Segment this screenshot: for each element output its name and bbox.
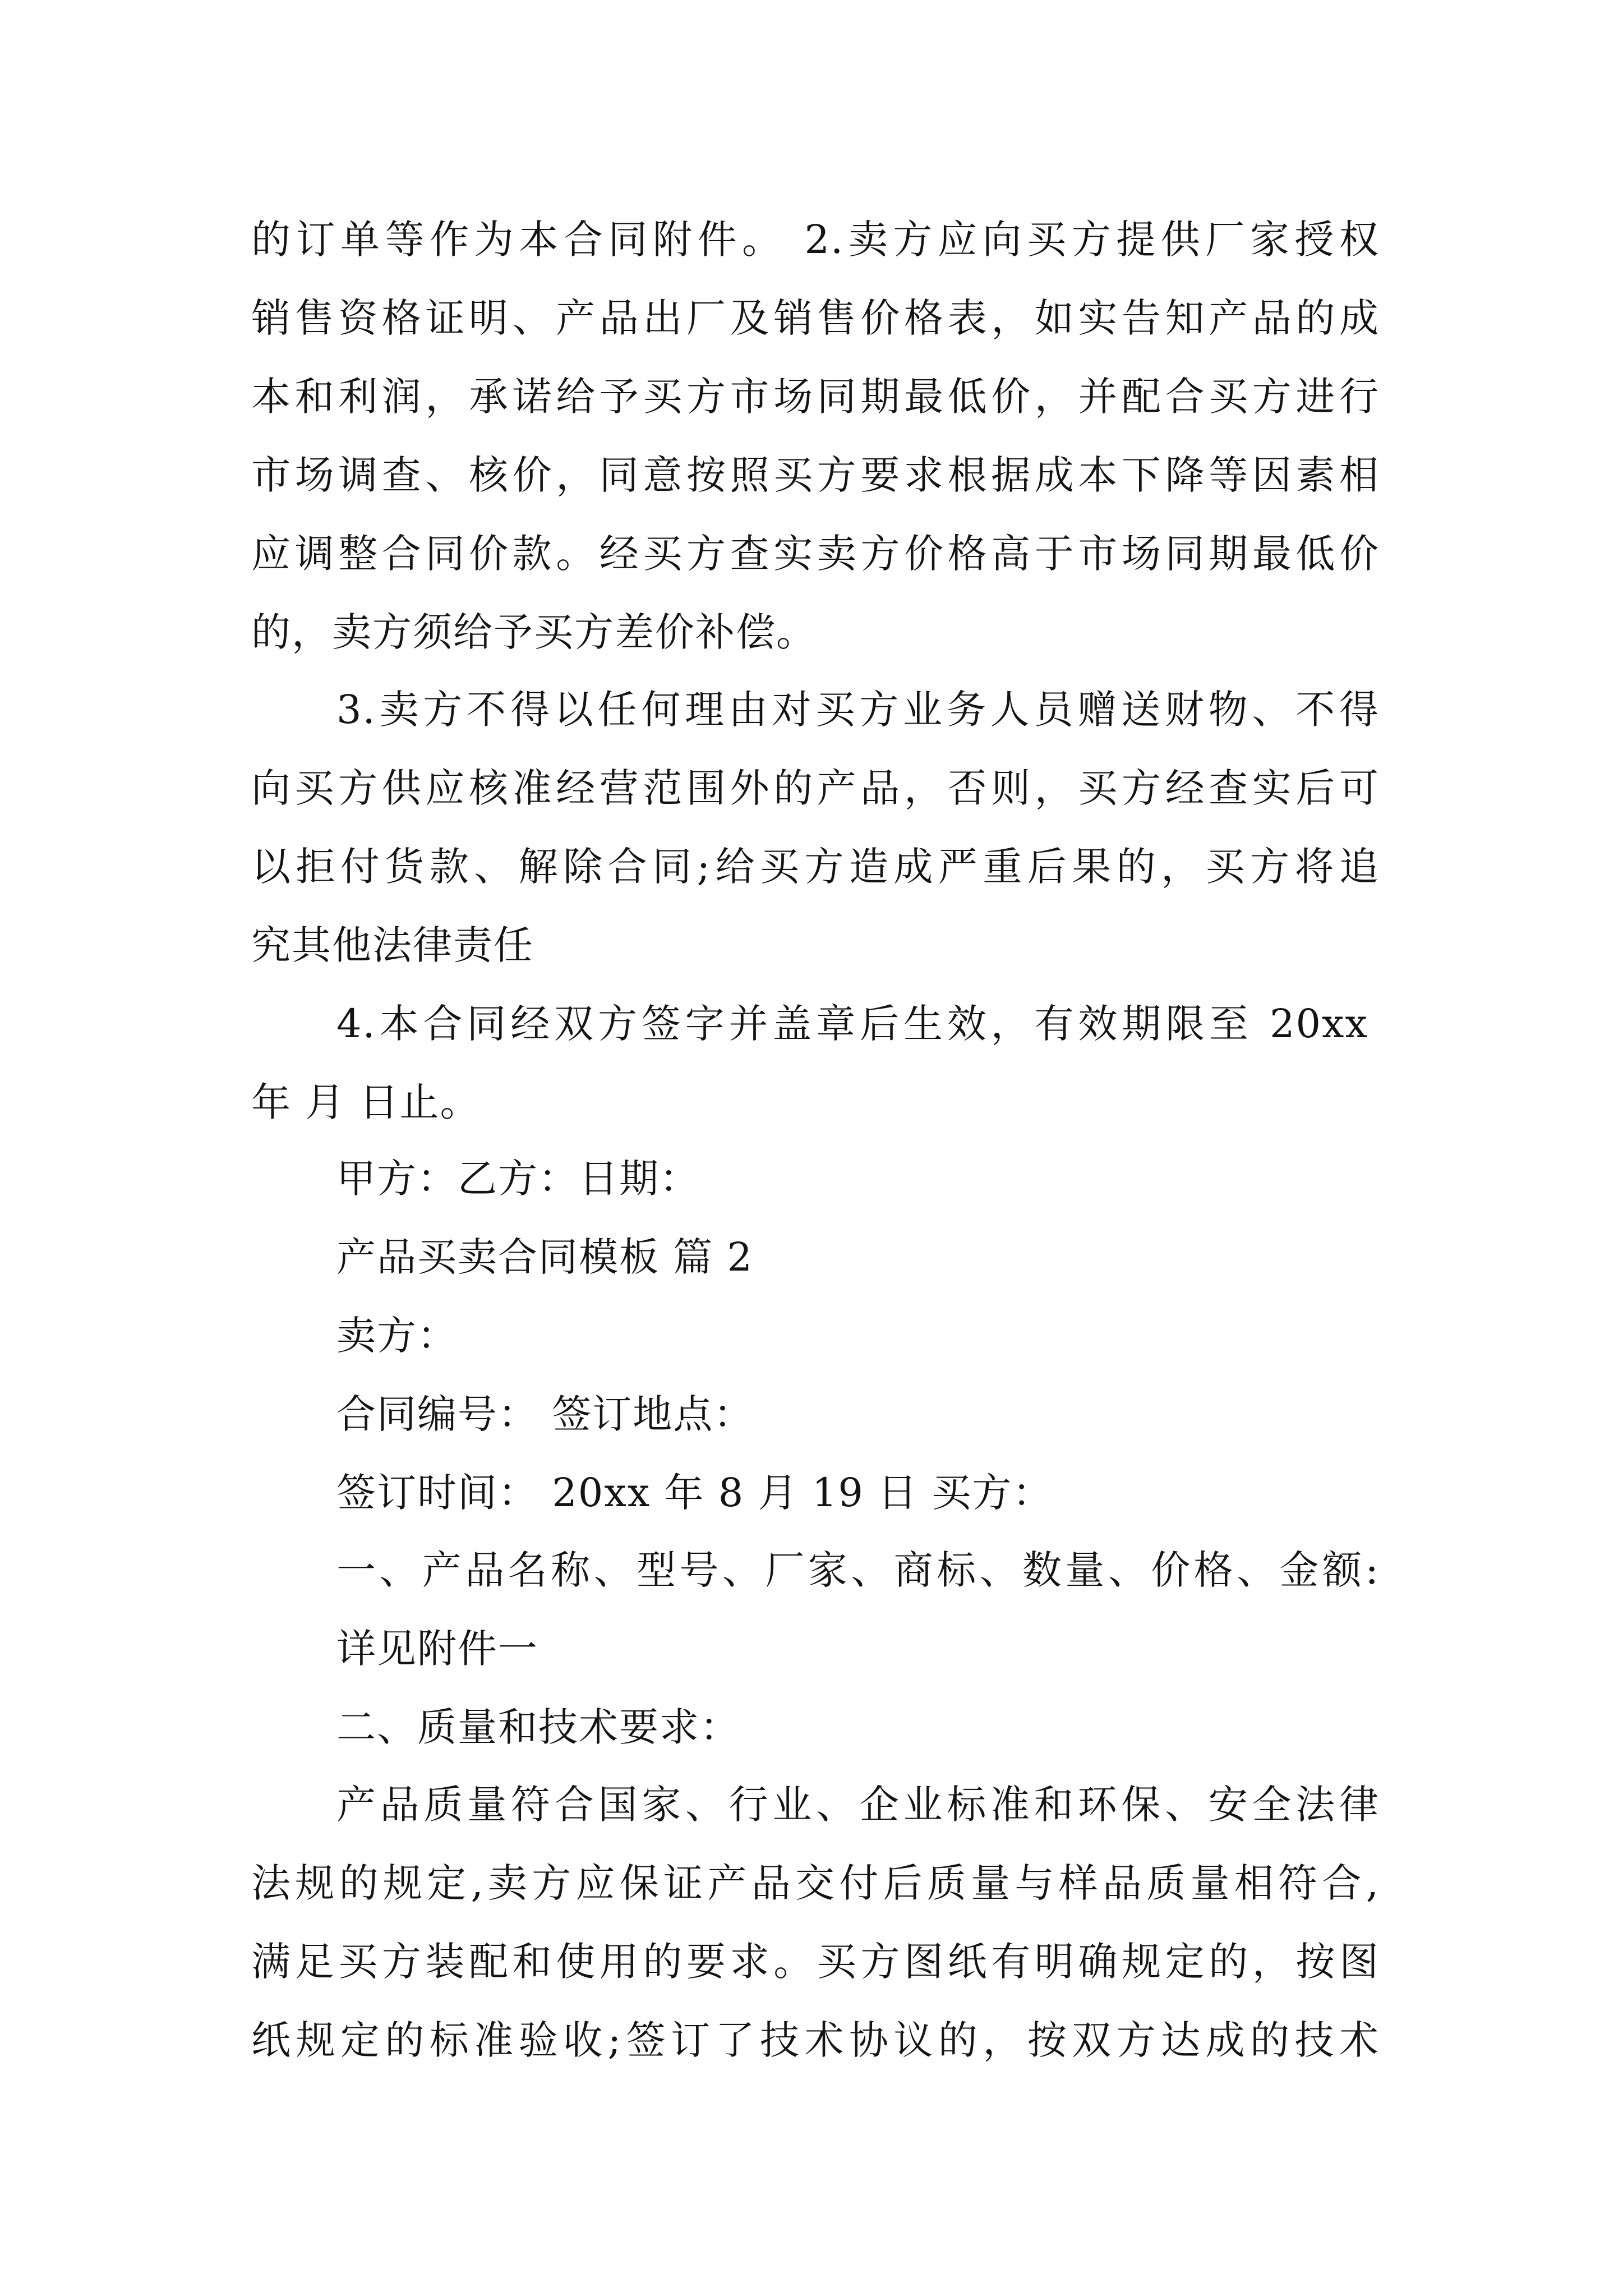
- body-line: 年 月 日止。: [251, 1079, 481, 1125]
- clause-heading-1: 一、产品名称、型号、厂家、商标、数量、价格、金额:: [336, 1547, 1380, 1593]
- signature-line: 甲方：乙方：日期：: [336, 1156, 700, 1202]
- body-line: 法规的规定,卖方应保证产品交付后质量与样品质量相符合,: [251, 1860, 1380, 1906]
- body-line: 满足买方装配和使用的要求。买方图纸有明确规定的，按图: [251, 1939, 1380, 1985]
- body-line: 销售资格证明、产品出厂及销售价格表，如实告知产品的成: [251, 295, 1380, 341]
- paragraph-start-line: 产品质量符合国家、行业、企业标准和环保、安全法律: [336, 1782, 1380, 1828]
- body-line: 究其他法律责任: [251, 922, 534, 968]
- body-line: 的订单等作为本合同附件。 2.卖方应向买方提供厂家授权: [251, 217, 1380, 263]
- clause-heading-2: 二、质量和技术要求：: [336, 1704, 740, 1750]
- body-line: 向买方供应核准经营范围外的产品，否则，买方经查实后可: [251, 765, 1380, 811]
- body-line: 市场调查、核价，同意按照买方要求根据成本下降等因素相: [251, 452, 1380, 498]
- body-line: 本和利润，承诺给予买方市场同期最低价，并配合买方进行: [251, 374, 1380, 420]
- section-heading: 产品买卖合同模板 篇 2: [336, 1234, 754, 1280]
- body-line: 纸规定的标准验收;签订了技术协议的，按双方达成的技术: [251, 2017, 1380, 2063]
- paragraph-start-line: 4.本合同经双方签字并盖章后生效，有效期限至 20xx: [336, 1001, 1368, 1047]
- contract-number-line: 合同编号： 签订地点：: [336, 1391, 754, 1437]
- body-line: 应调整合同价款。经买方查实卖方价格高于市场同期最低价: [251, 531, 1380, 577]
- seller-label: 卖方：: [336, 1313, 458, 1359]
- body-line: 以拒付货款、解除合同;给买方造成严重后果的，买方将追: [251, 844, 1380, 890]
- paragraph-start-line: 3.卖方不得以任何理由对买方业务人员赠送财物、不得: [336, 687, 1380, 733]
- body-line: 详见附件一: [336, 1626, 538, 1672]
- body-line: 的，卖方须给予买方差价补偿。: [251, 609, 817, 655]
- signing-date-line: 签订时间： 20xx 年 8 月 19 日 买方：: [336, 1470, 1053, 1516]
